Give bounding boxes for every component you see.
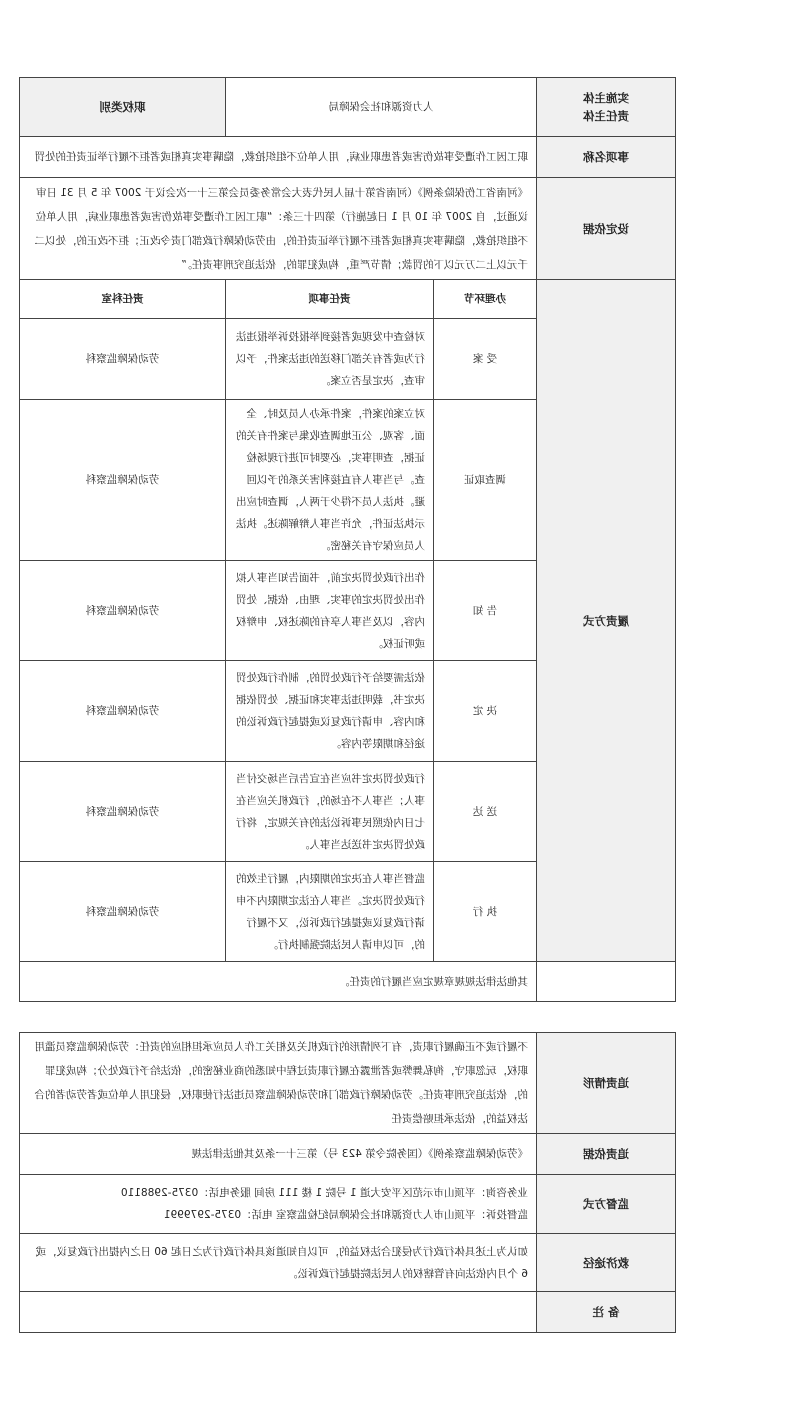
row-matter: 行政处罚决定书应当在宣告后当场交付当事人；当事人不在场的，行政机关应当在七日内依照民事诉讼法的有关规定，将行政处罚决定书送达当事人。 [226, 762, 434, 862]
row-step: 告 知 [434, 561, 537, 661]
row-step: 送 达 [434, 762, 537, 862]
row-matter: 依法需要给予行政处罚的，制作行政处罚决定书，载明违法事实和证据、处罚依据和内容、申请行政复议或提起行政诉讼的途径和期限等内容。 [226, 661, 434, 762]
subject-label-line1: 实施主体 [583, 91, 629, 105]
category-label: 职权类别 [20, 78, 226, 137]
remedy-value: 如认为上述具体行政行为侵犯合法权益的，可以自知道该具体行政行为之日起 60 日之内提出行政复议，或 6 个月内依法向有管辖权的人民法院提起行政诉讼。 [20, 1234, 537, 1292]
remark-label: 备 注 [537, 1292, 676, 1333]
row-matter: 监督当事人在决定的期限内，履行生效的行政处罚决定。当事人在法定期限内不申请行政复议或提起行政诉讼，又不履行的，可以申请人民法院强制执行。 [226, 862, 434, 962]
subject-value: 人力资源和社会保障局 [226, 78, 537, 137]
accountability-basis-label: 追责依据 [537, 1134, 676, 1175]
subject-label-line2: 责任主体 [583, 109, 629, 123]
row-matter: 对检查中发现或者接到举报投诉举报违法行为或者有关部门移送的违法案件，予以审查，决定是否立案。 [226, 319, 434, 400]
item-name-value: 职工因工作遭受事故伤害或者患职业病，用人单位不组织抢救，隐瞒事实真相或者拒不履行举证责任的处罚 [20, 137, 537, 178]
supervision-line-consult: 业务咨询：平顶山市示范区平安大道 1 号院 1 楼 111 房间 服务电话：0375-2988110 [120, 1187, 528, 1199]
accountability-value: 不履行或不正确履行职责，有下列情形的行政机关及相关工作人员应承担相应的责任：劳动保障监察员滥用职权，玩忽职守，徇私舞弊或者泄露在履行职责过程中知悉的商业秘密的，依法给予行政处分；构成犯罪的，依法追究刑事责任。劳动保障行政部门和劳动保障监察员违法行使职权，侵犯用人单位或者劳动者的合法权益的，依法承担赔偿责任 [20, 1033, 537, 1134]
col-matter-header: 责任事项 [226, 280, 434, 319]
remark-value [20, 1292, 537, 1333]
row-step: 决 定 [434, 661, 537, 762]
row-step: 受 案 [434, 319, 537, 400]
col-step-header: 办理环节 [434, 280, 537, 319]
supervision-label: 监督方式 [537, 1175, 676, 1234]
accountability-label: 追责情形 [537, 1033, 676, 1134]
supervision-line-complaint: 监督投诉：平顶山市人力资源和社会保障局纪检监察室 电话：0375-2979991 [163, 1209, 528, 1221]
row-matter: 对立案的案件，案件承办人员及时、全面、客观、公正地调查收集与案件有关的证据，查明事实，必要时可进行现场检查。与当事人有直接利害关系的予以回避。执法人员不得少于两人，调查时应出示执法证件，允许当事人辩解陈述。执法人员应保守有关秘密。 [226, 400, 434, 561]
basis-value: 《河南省工伤保险条例》（河南省第十届人民代表大会常务委员会第三十一次会议于 2007 年 5 月 31 日审议通过，自 2007 年 10 月 1 日起施行）第四十三条：“职工因工作遭受事故伤害或者患职业病，用人单位不组织抢救，隐瞒事实真相或者拒不履行举证责任的，由劳动保障行政部门责令改正；拒不改正的，处以二千元以上二万元以下的罚款；情节严重，构成犯罪的，依法追究刑事责任。” [20, 178, 537, 280]
duty-label: 履责方式 [537, 280, 676, 962]
remedy-label: 救济途径 [537, 1234, 676, 1292]
basis-label: 设定依据 [537, 178, 676, 280]
row-dept: 劳动保障监察科 [20, 400, 226, 561]
col-dept-header: 责任科室 [20, 280, 226, 319]
row-dept: 劳动保障监察科 [20, 319, 226, 400]
row-dept: 劳动保障监察科 [20, 862, 226, 962]
item-name-label: 事项名称 [537, 137, 676, 178]
accountability-basis-value: 《劳动保障监察条例》（国务院令第 423 号）第三十一条及其他法律法规 [20, 1134, 537, 1175]
row-dept: 劳动保障监察科 [20, 661, 226, 762]
empty-cell [537, 962, 676, 1002]
row-dept: 劳动保障监察科 [20, 762, 226, 862]
row-step: 执 行 [434, 862, 537, 962]
responsibility-table [19, 77, 676, 1002]
row-dept: 劳动保障监察科 [20, 561, 226, 661]
supervision-value [20, 1175, 537, 1234]
accountability-table [19, 1032, 676, 1333]
other-duties: 其他法律法规规章规定应当履行的责任。 [20, 962, 537, 1002]
subject-label [537, 78, 676, 137]
row-step: 调查取证 [434, 400, 537, 561]
row-matter: 作出行政处罚决定前，书面告知当事人拟作出处罚决定的事实、理由、依据、处罚内容，以及当事人享有的陈述权、申辩权或听证权。 [226, 561, 434, 661]
